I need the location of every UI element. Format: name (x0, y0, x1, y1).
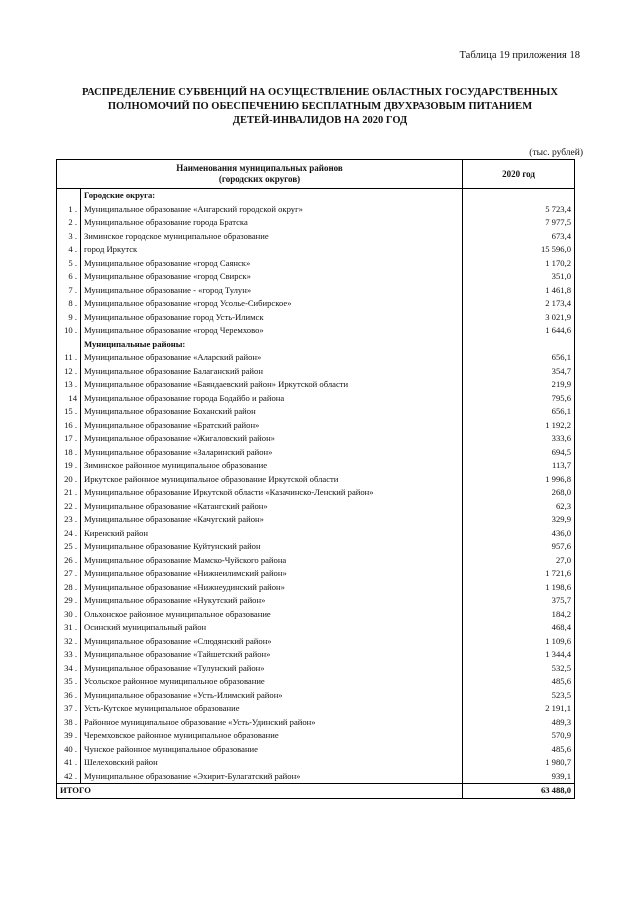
table-row (57, 365, 575, 379)
row-value: 795,6 (463, 392, 575, 406)
row-name: Муниципальное образование «Жигаловский район» (81, 432, 463, 446)
table-row (57, 311, 575, 325)
section-row-urban (57, 189, 575, 203)
row-number: 37 . (57, 702, 81, 716)
row-name: Муниципальное образование «Нижнеудинский район» (81, 581, 463, 595)
row-name: Черемховское районное муниципальное образование (81, 729, 463, 743)
row-name: Муниципальное образование Балаганский район (81, 365, 463, 379)
table-row (57, 203, 575, 217)
table-row (57, 554, 575, 568)
table-row (57, 432, 575, 446)
row-value: 27,0 (463, 554, 575, 568)
row-value: 1 461,8 (463, 284, 575, 298)
table-row (57, 324, 575, 338)
row-value: 694,5 (463, 446, 575, 460)
row-name: Муниципальное образование города Братска (81, 216, 463, 230)
row-value: 485,6 (463, 743, 575, 757)
row-number: 8 . (57, 297, 81, 311)
row-number: 5 . (57, 257, 81, 271)
row-number: 1 . (57, 203, 81, 217)
row-name: Муниципальное образование город Усть-Илимск (81, 311, 463, 325)
row-value: 113,7 (463, 459, 575, 473)
row-name: Усольское районное муниципальное образование (81, 675, 463, 689)
title-line: ДЕТЕЙ-ИНВАЛИДОВ НА 2020 ГОД (232, 115, 408, 126)
table-row (57, 513, 575, 527)
row-name: Муниципальное образование «город Усолье-Сибирское» (81, 297, 463, 311)
row-number: 42 . (57, 770, 81, 784)
row-name: Муниципальное образование «Ангарский городской округ» (81, 203, 463, 217)
table-row (57, 270, 575, 284)
row-number: 9 . (57, 311, 81, 325)
row-name: Шелеховский район (81, 756, 463, 770)
row-value: 485,6 (463, 675, 575, 689)
row-name: Районное муниципальное образование «Усть-Удинский район» (81, 716, 463, 730)
table-row (57, 297, 575, 311)
row-value: 1 996,8 (463, 473, 575, 487)
table-row (57, 486, 575, 500)
row-number: 41 . (57, 756, 81, 770)
row-number: 19 . (57, 459, 81, 473)
table-row (57, 648, 575, 662)
row-value: 957,6 (463, 540, 575, 554)
table-row (57, 567, 575, 581)
subsidy-table (56, 159, 575, 799)
row-name: Муниципальное образование «Баяндаевский район» Иркутской области (81, 378, 463, 392)
row-number: 30 . (57, 608, 81, 622)
total-label: ИТОГО (57, 784, 463, 799)
row-value: 351,0 (463, 270, 575, 284)
row-number: 28 . (57, 581, 81, 595)
row-number: 4 . (57, 243, 81, 257)
section-row-rural (57, 338, 575, 352)
column-header-year: 2020 год (463, 160, 575, 189)
row-value: 219,9 (463, 378, 575, 392)
title-line: ПОЛНОМОЧИЙ ПО ОБЕСПЕЧЕНИЮ БЕСПЛАТНЫМ ДВУХРАЗОВЫМ ПИТАНИЕМ (107, 101, 533, 112)
row-value: 354,7 (463, 365, 575, 379)
row-value: 15 596,0 (463, 243, 575, 257)
row-number: 6 . (57, 270, 81, 284)
row-value: 532,5 (463, 662, 575, 676)
table-row (57, 419, 575, 433)
table-row (57, 540, 575, 554)
row-value: 436,0 (463, 527, 575, 541)
row-name: Муниципальное образование «Нукутский район» (81, 594, 463, 608)
table-row (57, 689, 575, 703)
table-header-row (57, 160, 575, 189)
row-number: 10 . (57, 324, 81, 338)
row-value: 656,1 (463, 351, 575, 365)
row-number: 40 . (57, 743, 81, 757)
table-row (57, 635, 575, 649)
row-number: 24 . (57, 527, 81, 541)
table-row (57, 662, 575, 676)
row-value: 1 980,7 (463, 756, 575, 770)
row-name: Зиминское городское муниципальное образование (81, 230, 463, 244)
row-number: 38 . (57, 716, 81, 730)
row-number: 18 . (57, 446, 81, 460)
row-number: 34 . (57, 662, 81, 676)
row-name: Ольхонское районное муниципальное образование (81, 608, 463, 622)
table-row (57, 594, 575, 608)
row-name: Муниципальное образование «Тулунский район» (81, 662, 463, 676)
row-value: 2 191,1 (463, 702, 575, 716)
row-name: Муниципальное образование Боханский район (81, 405, 463, 419)
row-number: 7 . (57, 284, 81, 298)
table-row (57, 351, 575, 365)
row-name: Муниципальное образование Иркутской области «Казачинско-Ленский район» (81, 486, 463, 500)
row-value: 375,7 (463, 594, 575, 608)
row-value: 656,1 (463, 405, 575, 419)
title-line: РАСПРЕДЕЛЕНИЕ СУБВЕНЦИЙ НА ОСУЩЕСТВЛЕНИЕ ОБЛАСТНЫХ ГОСУДАРСТВЕННЫХ (82, 87, 558, 98)
row-name: Муниципальное образование города Бодайбо и района (81, 392, 463, 406)
row-name: Муниципальное образование «Усть-Илимский район» (81, 689, 463, 703)
row-number: 21 . (57, 486, 81, 500)
table-row (57, 459, 575, 473)
row-name: Муниципальное образование «Аларский район» (81, 351, 463, 365)
row-number: 36 . (57, 689, 81, 703)
table-row (57, 446, 575, 460)
table-row (57, 378, 575, 392)
table-row (57, 702, 575, 716)
row-value: 570,9 (463, 729, 575, 743)
table-row (57, 216, 575, 230)
table-row (57, 243, 575, 257)
row-number: 22 . (57, 500, 81, 514)
row-name: Осинский муниципальный район (81, 621, 463, 635)
table-row (57, 500, 575, 514)
row-value: 1 109,6 (463, 635, 575, 649)
row-name: Муниципальное образование Куйтунский район (81, 540, 463, 554)
row-name: Муниципальное образование Мамско-Чуйского района (81, 554, 463, 568)
table-row (57, 608, 575, 622)
row-name: Муниципальное образование «Нижнеилимский район» (81, 567, 463, 581)
row-number: 20 . (57, 473, 81, 487)
units-label: (тыс. рублей) (529, 148, 583, 158)
column-header-name (57, 160, 463, 189)
table-row (57, 527, 575, 541)
row-name: Муниципальное образование - «город Тулун» (81, 284, 463, 298)
row-number: 15 . (57, 405, 81, 419)
column-header-name-line2: (городских округов) (218, 174, 301, 184)
table-row (57, 405, 575, 419)
row-name: Муниципальное образование «город Черемхово» (81, 324, 463, 338)
row-name: Муниципальное образование «Тайшетский район» (81, 648, 463, 662)
row-value: 673,4 (463, 230, 575, 244)
row-number: 13 . (57, 378, 81, 392)
row-value: 939,1 (463, 770, 575, 784)
row-name: Муниципальное образование «город Саянск» (81, 257, 463, 271)
row-value: 5 723,4 (463, 203, 575, 217)
row-number: 25 . (57, 540, 81, 554)
row-number: 2 . (57, 216, 81, 230)
row-name: Усть-Кутское муниципальное образование (81, 702, 463, 716)
row-name: Киренский район (81, 527, 463, 541)
table-row (57, 743, 575, 757)
row-name: Муниципальное образование «Заларинский район» (81, 446, 463, 460)
row-value: 1 170,2 (463, 257, 575, 271)
row-name: Муниципальное образование «Качугский район» (81, 513, 463, 527)
section-title: Городские округа: (81, 189, 463, 203)
row-number: 16 . (57, 419, 81, 433)
row-number: 31 . (57, 621, 81, 635)
row-value: 1 644,6 (463, 324, 575, 338)
row-number: 39 . (57, 729, 81, 743)
row-name: Муниципальное образование «город Свирск» (81, 270, 463, 284)
row-value: 7 977,5 (463, 216, 575, 230)
row-number: 3 . (57, 230, 81, 244)
section-title: Муниципальные районы: (81, 338, 463, 352)
row-value: 329,9 (463, 513, 575, 527)
table-row (57, 257, 575, 271)
total-row (57, 784, 575, 799)
row-number: 14 (57, 392, 81, 406)
row-name: Зиминское районное муниципальное образование (81, 459, 463, 473)
row-value: 1 192,2 (463, 419, 575, 433)
row-value: 62,3 (463, 500, 575, 514)
table-row (57, 392, 575, 406)
table-row (57, 581, 575, 595)
table-row (57, 770, 575, 784)
total-value: 63 488,0 (463, 784, 575, 799)
row-number: 35 . (57, 675, 81, 689)
row-number: 27 . (57, 567, 81, 581)
row-value: 333,6 (463, 432, 575, 446)
row-name: Муниципальное образование «Братский район» (81, 419, 463, 433)
row-value: 1 721,6 (463, 567, 575, 581)
row-name: Иркутское районное муниципальное образование Иркутской области (81, 473, 463, 487)
row-number: 12 . (57, 365, 81, 379)
row-number: 11 . (57, 351, 81, 365)
row-number: 26 . (57, 554, 81, 568)
row-value: 2 173,4 (463, 297, 575, 311)
row-value: 1 344,4 (463, 648, 575, 662)
row-value: 3 021,9 (463, 311, 575, 325)
table-number-label: Таблица 19 приложения 18 (459, 50, 580, 61)
row-number: 17 . (57, 432, 81, 446)
row-value: 268,0 (463, 486, 575, 500)
row-value: 1 198,6 (463, 581, 575, 595)
table-row (57, 284, 575, 298)
row-value: 468,4 (463, 621, 575, 635)
row-name: Муниципальное образование «Катангский район» (81, 500, 463, 514)
table-row (57, 621, 575, 635)
row-number: 33 . (57, 648, 81, 662)
table-row (57, 729, 575, 743)
row-number: 32 . (57, 635, 81, 649)
table-row (57, 473, 575, 487)
row-value: 523,5 (463, 689, 575, 703)
table-row (57, 756, 575, 770)
row-name: город Иркутск (81, 243, 463, 257)
row-name: Муниципальное образование «Эхирит-Булагатский район» (81, 770, 463, 784)
table-row (57, 230, 575, 244)
row-number: 23 . (57, 513, 81, 527)
row-name: Чунское районное муниципальное образование (81, 743, 463, 757)
row-value: 489,3 (463, 716, 575, 730)
row-name: Муниципальное образование «Слюдянский район» (81, 635, 463, 649)
document-title (60, 86, 580, 128)
row-number: 29 . (57, 594, 81, 608)
table-row (57, 675, 575, 689)
table-row (57, 716, 575, 730)
column-header-name-line1: Наименования муниципальных районов (176, 163, 343, 173)
row-value: 184,2 (463, 608, 575, 622)
